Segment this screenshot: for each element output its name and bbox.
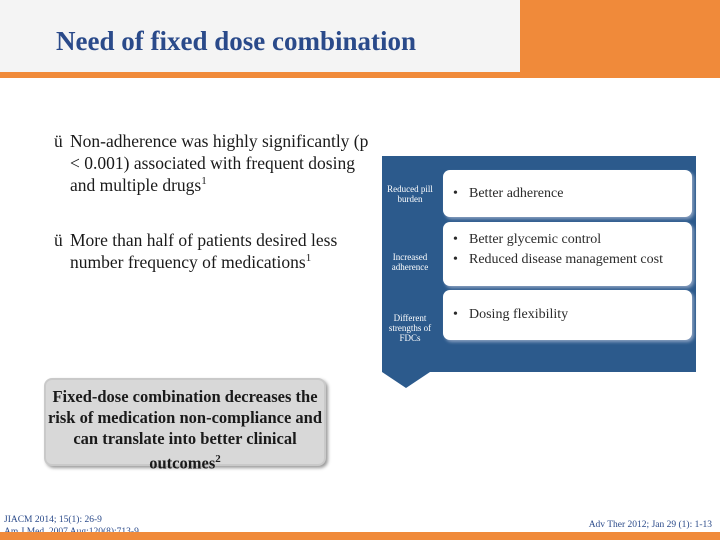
list-item: • Reduced disease management cost bbox=[453, 252, 663, 267]
check-icon: ü bbox=[54, 229, 63, 250]
bullet-text: Non-adherence was highly significantly (p < 0.001) associated with frequent dosing and multiple drugs bbox=[70, 131, 369, 196]
bullet-list bbox=[40, 130, 370, 299]
bullet-item bbox=[40, 130, 370, 197]
row-label-strengths: Different strengths of FDCs bbox=[388, 313, 432, 343]
bullet-text: More than half of patients desired less number frequency of medications bbox=[70, 229, 338, 272]
footer-ref: JIACM 2014; 15(1): 26-9 bbox=[4, 515, 102, 525]
slide-title: Need of fixed dose combination bbox=[56, 26, 416, 56]
check-icon: ü bbox=[54, 131, 63, 151]
row-label-pill-burden: Reduced pill burden bbox=[387, 184, 433, 204]
reference-mark: 1 bbox=[201, 175, 207, 188]
footer-reference-right: Adv Ther 2012; Jan 29 (1): 1-13 bbox=[588, 520, 712, 530]
benefits-diagram bbox=[378, 150, 698, 390]
callout-text: Fixed-dose combination decreases the risk of medication non-compliance and can translate into better clinical outcomes bbox=[47, 387, 323, 473]
footer-bar bbox=[0, 532, 720, 540]
list-item: • Better glycemic control bbox=[453, 232, 602, 247]
row-label-adherence: Increased adherence bbox=[391, 252, 429, 272]
benefit-box bbox=[443, 222, 692, 286]
callout-box bbox=[44, 378, 326, 473]
benefit-box bbox=[443, 290, 692, 340]
benefit-box bbox=[443, 170, 692, 217]
reference-mark: 1 bbox=[305, 252, 312, 265]
reference-mark: 2 bbox=[215, 453, 221, 465]
list-item: • Better adherence bbox=[453, 186, 564, 201]
header-bar bbox=[0, 0, 720, 78]
list-item: • Dosing flexibility bbox=[453, 307, 569, 322]
bullet-item bbox=[40, 229, 370, 273]
